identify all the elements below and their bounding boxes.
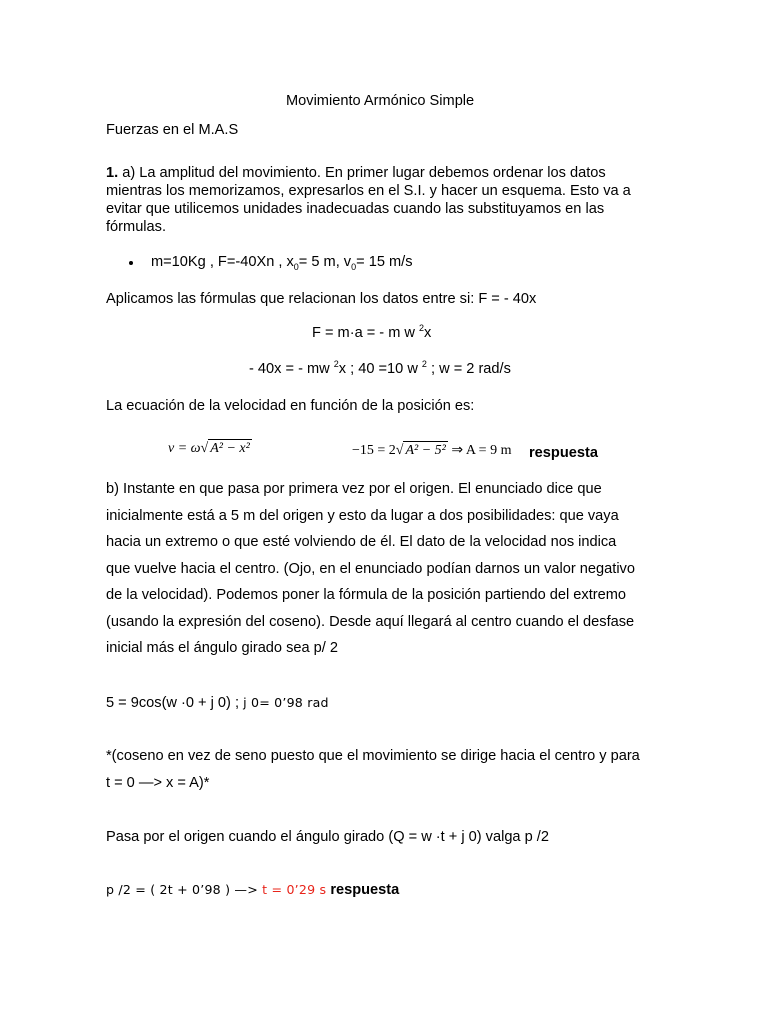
part-a-text-1: a) La amplitud del movimiento. En primer lugar debemos ordenar los datos	[118, 165, 606, 181]
amplitude-result: ⇒ A = 9 m	[447, 443, 512, 458]
equation-omega-a: - 40x = - mw	[249, 361, 334, 377]
equation-omega-exp-2: 2	[421, 359, 427, 369]
part-b-line-6: (usando la expresión del coseno). Desde aquí llegará al centro cuando el desfase	[106, 614, 635, 630]
part-a-line-4: fórmulas.	[106, 219, 167, 235]
part-b-line-1: b) Instante en que pasa por primera vez por el origen. El enunciado dice que	[106, 481, 602, 497]
sqrt-icon: √	[200, 441, 209, 456]
velocity-formula	[168, 439, 252, 458]
equation-force-x: x	[424, 325, 432, 341]
equation-force	[312, 324, 431, 342]
bullet-icon	[129, 261, 133, 265]
note-line-2: t = 0 —> x = A)*	[106, 775, 210, 791]
part-b-line-3: hacia un extremo o que esté volviendo de él. El dato de la velocidad nos indica	[106, 534, 617, 550]
part-a-line-3: evitar que utilicemos unidades inadecuadas cuando las substituyamos en las	[106, 201, 605, 217]
part-b-line-5: de la velocidad). Podemos poner la fórmula de la posición partiendo del extremo	[106, 587, 627, 603]
equation-phase-result: j 0= 0’98 rad	[243, 695, 329, 710]
apply-formulas-text: Aplicamos las fórmulas que relacionan los datos entre si: F = - 40x	[106, 291, 537, 307]
part-b-line-7: inicial más el ángulo girado sea p/ 2	[106, 640, 339, 656]
note-line-1: *(coseno en vez de seno puesto que el movimiento se dirige hacia el centro y para	[106, 748, 640, 764]
answer-label-b: respuesta	[326, 882, 400, 898]
part-a-line-2: mientras los memorizamos, expresarlos en el S.I. y hacer un esquema. Esto va a	[106, 183, 631, 199]
equation-time	[106, 881, 399, 899]
answer-label-a: respuesta	[529, 445, 598, 461]
section-heading: Fuerzas en el M.A.S	[106, 122, 239, 138]
equation-omega-exp-1: 2	[333, 359, 339, 369]
given-data-item	[151, 253, 413, 271]
equation-phase	[106, 694, 329, 712]
part-b-line-2: inicialmente está a 5 m del origen y esto da lugar a dos posibilidades: que vaya	[106, 508, 619, 524]
equation-force-exp: 2	[419, 323, 425, 333]
document-title: Movimiento Armónico Simple	[286, 93, 475, 109]
equation-time-lhs: p /2 = ( 2t + 0’98 ) —>	[106, 882, 263, 897]
equation-omega-b: x ; 40 =10 w	[338, 361, 422, 377]
sqrt-icon: √	[395, 443, 404, 458]
amplitude-formula-radicand: A² − 5²	[405, 443, 446, 458]
equation-phase-lhs: 5 = 9cos(w ·0 + j 0) ;	[106, 695, 244, 711]
velocity-formula-radicand: A² − x²	[210, 441, 250, 456]
given-data-mass-force: m=10Kg , F=-40Xn , x	[151, 254, 294, 270]
velocity-intro-text: La ecuación de la velocidad en función de la posición es:	[106, 398, 475, 414]
amplitude-formula-lhs: −15 = 2	[352, 443, 396, 458]
x-subscript: 0	[293, 261, 299, 272]
velocity-formula-lhs: v = ω	[168, 441, 201, 456]
part-b-line-4: que vuelve hacia el centro. (Ojo, en el enunciado podían darnos un valor negativo	[106, 561, 635, 577]
v-subscript: 0	[351, 261, 357, 272]
given-data-position: = 5 m, v	[298, 254, 352, 270]
equation-omega-c: ; w = 2 rad/s	[426, 361, 511, 377]
given-data-velocity: = 15 m/s	[356, 254, 413, 270]
part-a-line-1	[106, 164, 606, 182]
equation-omega	[249, 360, 511, 378]
problem-number: 1.	[106, 165, 119, 181]
time-result: t = 0’29 s	[262, 882, 327, 897]
origin-condition-text: Pasa por el origen cuando el ángulo girado (Q = w ·t + j 0) valga p /2	[106, 829, 549, 845]
amplitude-formula	[352, 441, 511, 460]
equation-force-lhs: F = m·a = - m w	[312, 325, 420, 341]
